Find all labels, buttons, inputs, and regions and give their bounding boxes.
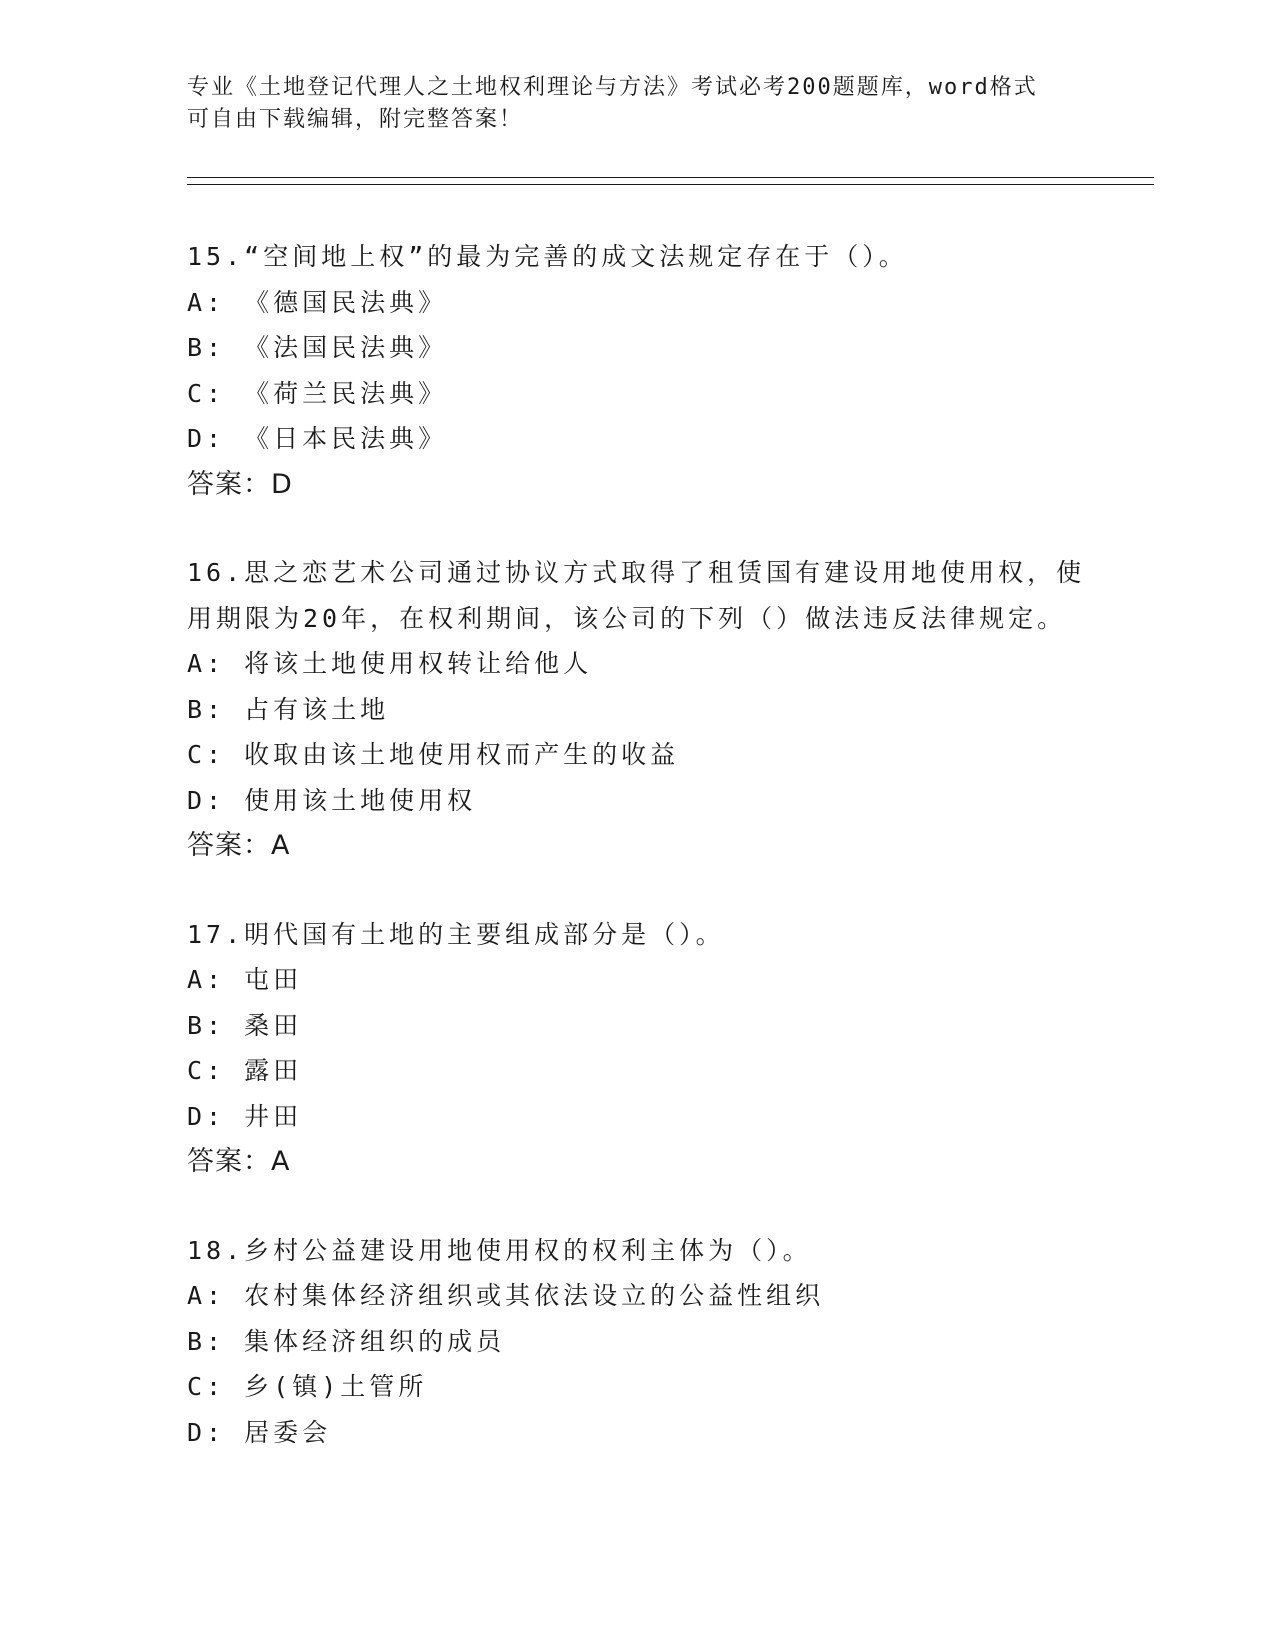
option-b: B: 占有该土地 (187, 694, 390, 724)
option-b: B: 桑田 (187, 1010, 303, 1040)
option-d: D: 使用该土地使用权 (187, 785, 477, 815)
option-a: A: 将该土地使用权转让给他人 (187, 649, 593, 678)
question-stem: 15.“空间地上权”的最为完善的成文法规定存在于（）。 (187, 242, 908, 271)
option-b: B: 集体经济组织的成员 (187, 1326, 506, 1356)
document-header (187, 72, 1087, 136)
question-17 (187, 912, 1107, 1185)
option-a: A: 《德国民法典》 (187, 287, 448, 317)
question-stem: 16.思之恋艺术公司通过协议方式取得了租赁国有建设用地使用权，使用期限为20年，在权利期间，该公司的下列（）做法违反法律规定。 (187, 558, 1086, 633)
question-list (187, 234, 1107, 1498)
option-d: D: 井田 (187, 1101, 303, 1131)
option-c: C: 收取由该土地使用权而产生的收益 (187, 740, 680, 769)
option-c: C: 露田 (187, 1056, 303, 1085)
answer-line: 答案：A (187, 1146, 291, 1177)
header-intro-line-2: 可自由下载编辑，附完整答案！ (187, 107, 524, 132)
option-d: D: 《日本民法典》 (187, 424, 448, 453)
answer-line: 答案：A (187, 830, 291, 861)
option-c: C: 《荷兰民法典》 (187, 378, 448, 408)
question-15 (187, 234, 1107, 507)
question-stem: 17.明代国有土地的主要组成部分是（）。 (187, 919, 725, 949)
header-double-rule (187, 177, 1154, 185)
option-a: A: 农村集体经济组织或其依法设立的公益性组织 (187, 1281, 825, 1310)
question-18 (187, 1228, 1107, 1456)
answer-line: 答案：D (187, 468, 293, 500)
question-stem: 18.乡村公益建设用地使用权的权利主体为（）。 (187, 1235, 812, 1265)
option-c: C: 乡(镇)土管所 (187, 1372, 428, 1401)
header-intro-line-1: 专业《土地登记代理人之土地权利理论与方法》考试必考200题题库，word格式 (187, 75, 1038, 100)
question-16 (187, 550, 1107, 869)
option-a: A: 屯田 (187, 965, 303, 994)
option-b: B: 《法国民法典》 (187, 333, 448, 362)
option-d: D: 居委会 (187, 1417, 332, 1447)
